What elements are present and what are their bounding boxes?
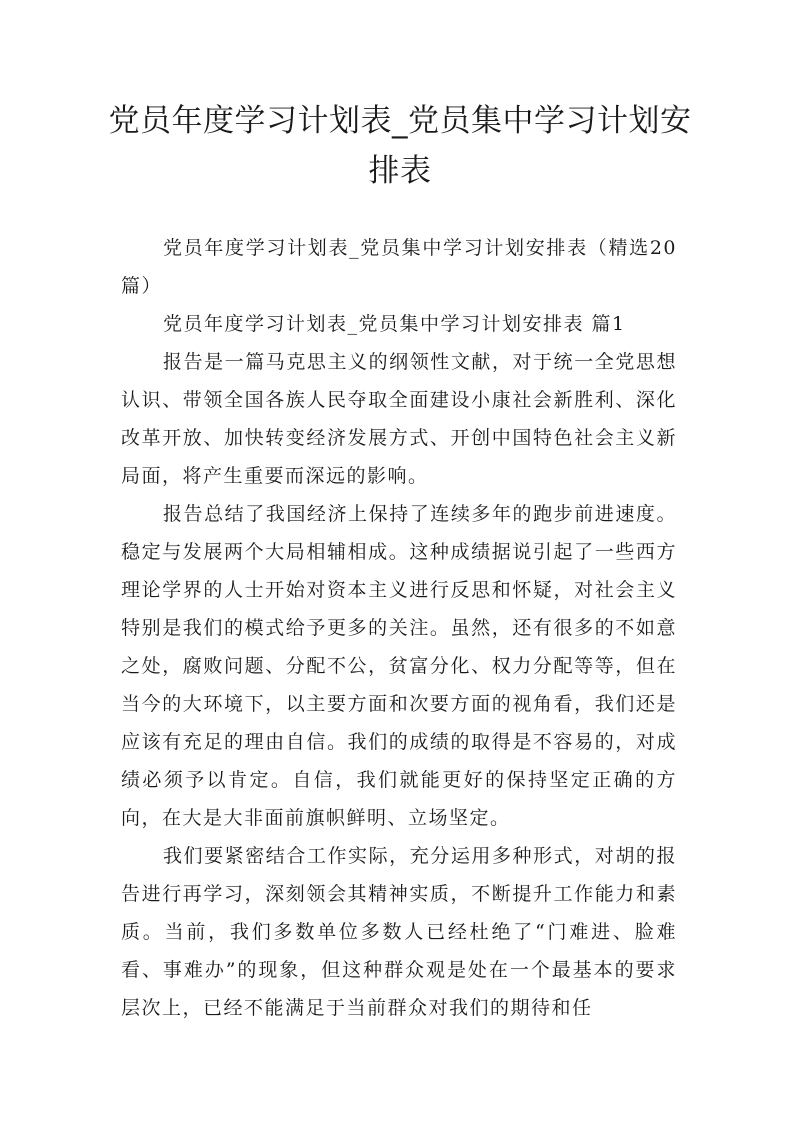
- document-body: [121, 229, 677, 1027]
- body-paragraph-2: 报告总结了我国经济上保持了连续多年的跑步前进速度。稳定与发展两个大局相辅相成。这种成绩据说引起了一些西方理论学界的人士开始对资本主义进行反思和怀疑，对社会主义特别是我们的模式给予更多的关注。虽然，还有很多的不如意之处，腐败问题、分配不公，贫富分化、权力分配等等，但在当今的大环境下，以主要方面和次要方面的视角看，我们还是应该有充足的理由自信。我们的成绩的取得是不容易的，对成绩必须予以肯定。自信，我们就能更好的保持坚定正确的方向，在大是大非面前旗帜鲜明、立场坚定。: [121, 503, 677, 829]
- section-heading: 党员年度学习计划表_党员集中学习计划安排表 篇1: [163, 313, 626, 335]
- body-paragraph-3: 我们要紧密结合工作实际，充分运用多种形式，对胡的报告进行再学习，深刻领会其精神实质，不断提升工作能力和素质。当前，我们多数单位多数人已经杜绝了“门难进、脸难看、事难办”的现象，但这种群众观是处在一个最基本的要求层次上，已经不能满足于当前群众对我们的期待和任: [121, 845, 677, 1019]
- body-paragraph-1: 报告是一篇马克思主义的纲领性文献，对于统一全党思想认识、带领全国各族人民夺取全面建设小康社会新胜利、深化改革开放、加快转变经济发展方式、开创中国特色社会主义新局面，将产生重要而深远的影响。: [121, 351, 677, 487]
- document-title: 党员年度学习计划表_党员集中学习计划安排表: [108, 103, 692, 189]
- intro-paragraph: 党员年度学习计划表_党员集中学习计划安排表（精选20篇）: [121, 237, 677, 297]
